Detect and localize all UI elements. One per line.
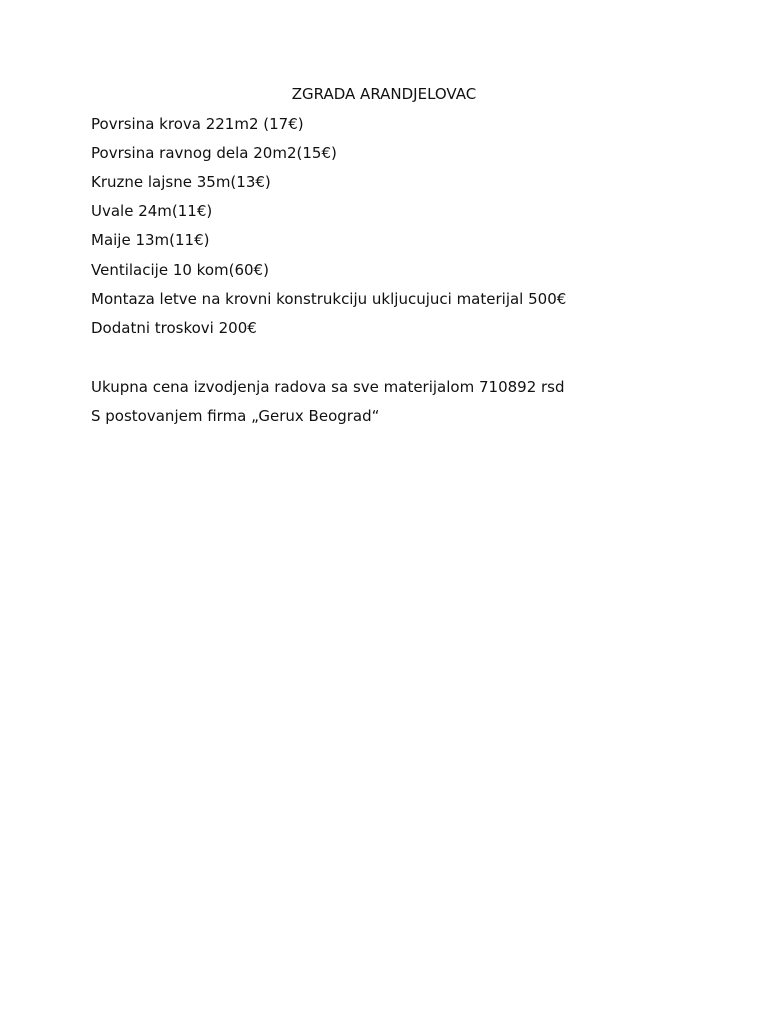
item-flat-area: Povrsina ravnog dela 20m2(15€) [91, 144, 337, 162]
item-valleys: Uvale 24m(11€) [91, 202, 213, 220]
item-maije: Maije 13m(11€) [91, 231, 210, 249]
item-roof-area: Povrsina krova 221m2 (17€) [91, 115, 304, 133]
item-ventilation: Ventilacije 10 kom(60€) [91, 261, 269, 279]
item-battens-mounting: Montaza letve na krovni konstrukciju ukljucujuci materijal 500€ [91, 290, 567, 308]
document-title: ZGRADA ARANDJELOVAC [291, 85, 477, 103]
total-price: Ukupna cena izvodjenja radova sa sve materijalom 710892 rsd [91, 378, 565, 396]
item-additional-costs: Dodatni troskovi 200€ [91, 319, 257, 337]
item-round-trims: Kruzne lajsne 35m(13€) [91, 173, 271, 191]
signature: S postovanjem firma „Gerux Beograd“ [91, 407, 380, 425]
